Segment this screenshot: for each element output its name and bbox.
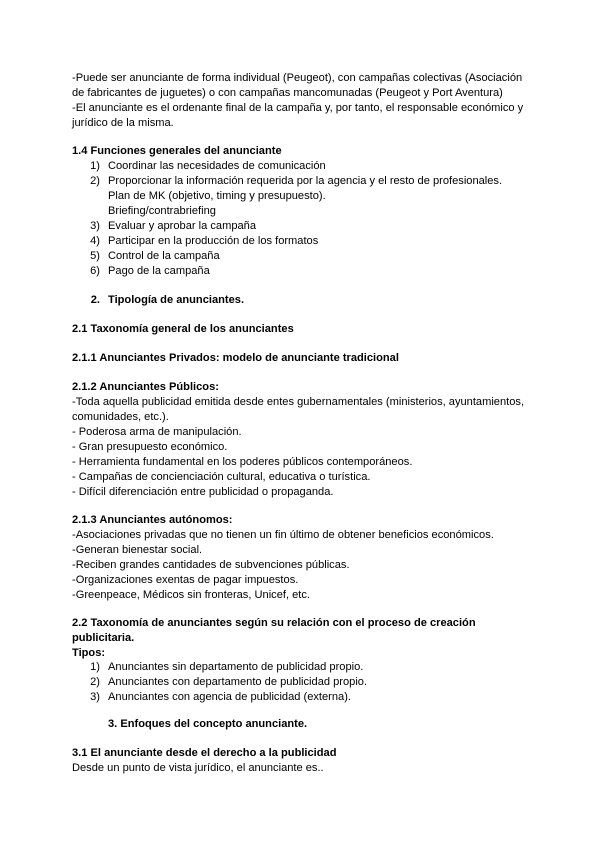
section-2-1-3-heading: 2.1.3 Anunciantes autónomos:	[72, 514, 233, 526]
section-2-title: Tipología de anunciantes.	[108, 294, 245, 306]
list-item: Proporcionar la información requerida por la agencia y el resto de profesionales.	[108, 175, 503, 187]
paragraph-line: - Campañas de concienciación cultural, educativa o turística.	[72, 471, 371, 483]
paragraph-line: -Reciben grandes cantidades de subvenciones públicas.	[72, 559, 350, 571]
list-item: Evaluar y aprobar la campaña	[108, 220, 256, 232]
list-number: 2)	[90, 676, 100, 688]
list-number: 2)	[90, 175, 100, 187]
paragraph-line: -Generan bienestar social.	[72, 544, 203, 556]
list-item: Pago de la campaña	[108, 265, 210, 277]
list-number: 3)	[90, 220, 100, 232]
list-item: Anunciantes sin departamento de publicidad propio.	[108, 661, 364, 673]
list-item: Anunciantes con departamento de publicidad propio.	[108, 676, 368, 688]
list-number: 4)	[90, 235, 100, 247]
list-item-continuation: Briefing/contrabriefing	[108, 205, 216, 217]
section-1-4-heading: 1.4 Funciones generales del anunciante	[72, 145, 282, 157]
section-2-2-heading-cont: publicitaria.	[72, 632, 135, 644]
paragraph-line: -Organizaciones exentas de pagar impuestos.	[72, 574, 299, 586]
list-item: Coordinar las necesidades de comunicación	[108, 160, 326, 172]
list-number: 1)	[90, 160, 100, 172]
paragraph-line: -Toda aquella publicidad emitida desde entes gubernamentales (ministerios, ayuntamientos,	[72, 396, 525, 408]
section-2-1-1-heading: 2.1.1 Anunciantes Privados: modelo de anunciante tradicional	[72, 352, 399, 364]
list-number: 6)	[90, 265, 100, 277]
section-3-1-heading: 3.1 El anunciante desde el derecho a la publicidad	[72, 747, 337, 759]
tipos-label: Tipos:	[72, 647, 106, 659]
list-item-continuation: Plan de MK (objetivo, timing y presupuesto).	[108, 190, 326, 202]
list-number: 1)	[90, 661, 100, 673]
paragraph-line: - Poderosa arma de manipulación.	[72, 426, 242, 438]
section-3-heading: 3. Enfoques del concepto anunciante.	[108, 718, 308, 730]
list-number: 3)	[90, 691, 100, 703]
intro-line-4: jurídico de la misma.	[72, 117, 174, 129]
paragraph-line: Desde un punto de vista jurídico, el anunciante es..	[72, 762, 324, 774]
paragraph-line: - Gran presupuesto económico.	[72, 441, 228, 453]
paragraph-line: comunidades, etc.).	[72, 411, 169, 423]
section-2-number: 2.	[90, 294, 100, 306]
section-2-1-2-heading: 2.1.2 Anunciantes Públicos:	[72, 381, 219, 393]
list-item: Anunciantes con agencia de publicidad (externa).	[108, 691, 351, 703]
intro-line-2: de fabricantes de juguetes) o con campañas mancomunadas (Peugeot y Port Aventura)	[72, 87, 503, 99]
paragraph-line: - Difícil diferenciación entre publicidad o propaganda.	[72, 486, 334, 498]
intro-line-3: -El anunciante es el ordenante final de la campaña y, por tanto, el responsable económico y	[72, 102, 524, 114]
paragraph-line: -Greenpeace, Médicos sin fronteras, Unicef, etc.	[72, 589, 311, 601]
list-item: Control de la campaña	[108, 250, 220, 262]
paragraph-line: -Asociaciones privadas que no tienen un fin último de obtener beneficios económicos.	[72, 529, 494, 541]
intro-line-1: -Puede ser anunciante de forma individual (Peugeot), con campañas colectivas (Asociación	[72, 72, 523, 84]
paragraph-line: - Herramienta fundamental en los poderes públicos contemporáneos.	[72, 456, 413, 468]
section-2-1-heading: 2.1 Taxonomía general de los anunciantes	[72, 323, 294, 335]
list-number: 5)	[90, 250, 100, 262]
section-2-2-heading: 2.2 Taxonomía de anunciantes según su relación con el proceso de creación	[72, 617, 476, 629]
list-item: Participar en la producción de los formatos	[108, 235, 319, 247]
